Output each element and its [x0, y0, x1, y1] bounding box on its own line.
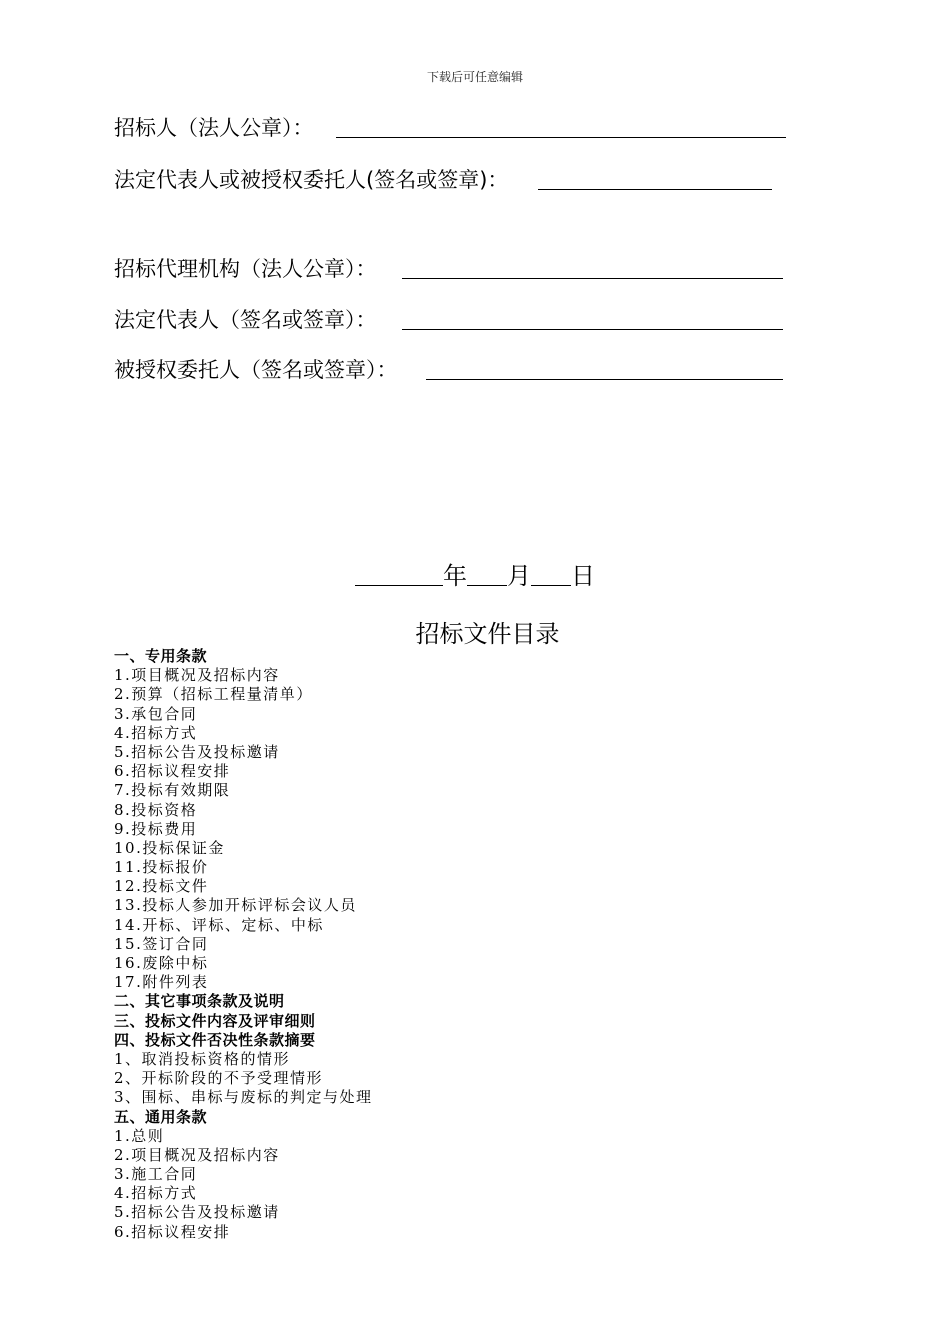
toc-item: 1.项目概况及招标内容 — [114, 666, 280, 685]
year-blank[interactable] — [355, 561, 443, 586]
month-label: 月 — [507, 562, 531, 590]
toc-item: 11.投标报价 — [114, 858, 209, 877]
toc-item: 14.开标、评标、定标、中标 — [114, 915, 324, 934]
month-blank[interactable] — [467, 561, 507, 586]
toc-item: 6.招标议程安排 — [114, 1222, 231, 1241]
toc-item: 13.投标人参加开标评标会议人员 — [114, 896, 357, 915]
signature-blank-tenderer[interactable] — [336, 137, 786, 138]
signature-label-legal-rep-or-agent: 法定代表人或被授权委托人(签名或签章)： — [114, 168, 509, 192]
toc-item: 10.投标保证金 — [114, 838, 225, 857]
signature-blank-legal-rep[interactable] — [402, 329, 783, 330]
toc-item: 3.承包合同 — [114, 704, 198, 723]
toc-title: 招标文件目录 — [415, 620, 560, 648]
toc-section-heading: 五、通用条款 — [114, 1107, 208, 1126]
toc-item: 4.招标方式 — [114, 723, 198, 742]
toc-list — [114, 647, 614, 1242]
toc-section-heading: 一、专用条款 — [114, 647, 208, 665]
toc-item: 9.投标费用 — [114, 819, 198, 838]
toc-item: 17.附件列表 — [114, 973, 209, 992]
toc-item: 12.投标文件 — [114, 877, 209, 896]
toc-item: 2.预算（招标工程量清单） — [114, 685, 313, 704]
signature-blank-agency[interactable] — [402, 278, 783, 279]
signature-line-legal-rep-or-agent — [114, 165, 508, 195]
page-header-note: 下载后可任意编辑 — [426, 70, 523, 84]
toc-item: 8.投标资格 — [114, 800, 198, 819]
day-blank[interactable] — [531, 561, 571, 586]
signature-blank-legal-rep-or-agent[interactable] — [538, 189, 772, 190]
signature-label-tenderer: 招标人（法人公章）： — [114, 116, 314, 140]
signature-label-agency: 招标代理机构（法人公章）： — [114, 257, 377, 281]
signature-label-authorized-agent: 被授权委托人（签名或签章）： — [114, 358, 398, 382]
toc-item: 2.项目概况及招标内容 — [114, 1145, 280, 1164]
toc-item: 3、围标、串标与废标的判定与处理 — [114, 1088, 373, 1107]
toc-item: 2、开标阶段的不予受理情形 — [114, 1069, 324, 1088]
toc-item: 1.总则 — [114, 1126, 165, 1145]
toc-item: 5.招标公告及投标邀请 — [114, 742, 280, 761]
signature-line-authorized-agent — [114, 355, 398, 385]
toc-item: 15.签订合同 — [114, 934, 209, 953]
toc-section-heading: 三、投标文件内容及评审细则 — [114, 1011, 316, 1030]
signature-line-tenderer — [114, 113, 314, 143]
signature-blank-authorized-agent[interactable] — [426, 379, 783, 380]
toc-item: 4.招标方式 — [114, 1184, 198, 1203]
signature-line-agency — [114, 254, 377, 284]
toc-section-heading: 二、其它事项条款及说明 — [114, 992, 285, 1011]
signature-label-legal-rep: 法定代表人（签名或签章）： — [114, 308, 377, 332]
toc-item: 3.施工合同 — [114, 1165, 198, 1184]
toc-section-heading: 四、投标文件否决性条款摘要 — [114, 1030, 316, 1049]
toc-item: 5.招标公告及投标邀请 — [114, 1203, 280, 1222]
date-line — [0, 560, 950, 592]
day-label: 日 — [571, 562, 595, 590]
toc-item: 7.投标有效期限 — [114, 781, 231, 800]
toc-item: 16.废除中标 — [114, 954, 209, 972]
toc-item: 1、取消投标资格的情形 — [114, 1049, 291, 1068]
signature-line-legal-rep — [114, 305, 377, 335]
toc-item: 6.招标议程安排 — [114, 762, 231, 781]
year-label: 年 — [443, 562, 467, 590]
